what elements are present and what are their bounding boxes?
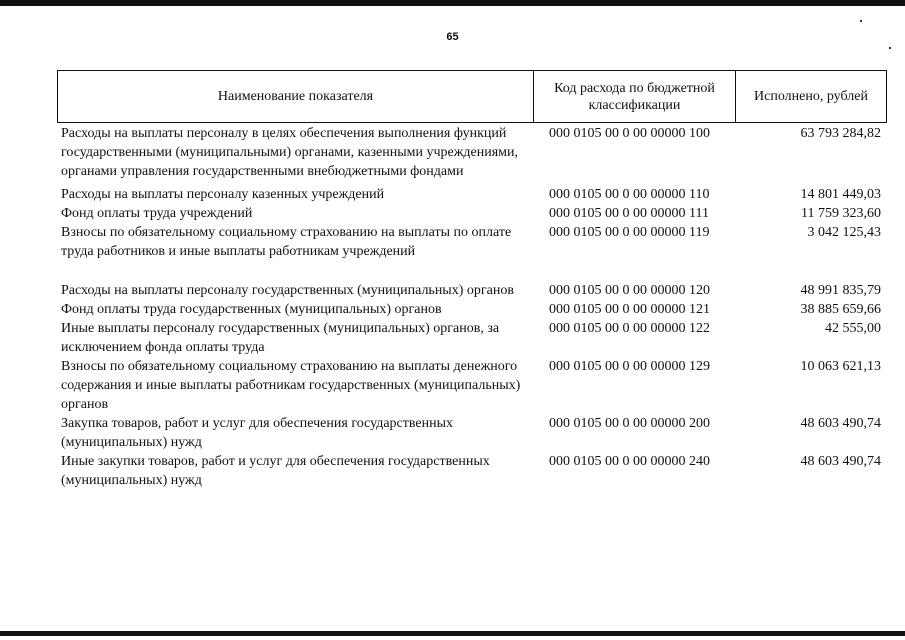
row-name: Взносы по обязательному социальному страхованию на выплаты денежного содержания и иные выплаты работникам государственных (муниципальных) органов — [61, 359, 521, 412]
table-body — [61, 124, 887, 490]
table-row — [61, 185, 887, 204]
row-name: Фонд оплаты труда государственных (муниципальных) органов — [61, 302, 442, 317]
table-row — [61, 204, 887, 223]
row-code: 000 0105 00 0 00 00000 240 — [549, 454, 710, 469]
row-code: 000 0105 00 0 00 00000 122 — [549, 321, 710, 336]
row-value: 38 885 659,66 — [800, 302, 881, 317]
row-name: Иные закупки товаров, работ и услуг для обеспечения государственных (муниципальных) нужд — [61, 454, 490, 488]
row-value: 48 991 835,79 — [800, 283, 881, 298]
table-row — [61, 124, 887, 181]
row-code: 000 0105 00 0 00 00000 100 — [549, 126, 710, 141]
row-name: Взносы по обязательному социальному страхованию на выплаты по оплате труда работников и иные выплаты работникам учреждений — [61, 225, 512, 259]
table-row — [61, 281, 887, 300]
row-value: 42 555,00 — [825, 321, 881, 336]
top-border-line — [0, 0, 905, 6]
table-row — [61, 223, 887, 261]
row-code: 000 0105 00 0 00 00000 110 — [549, 187, 710, 202]
row-code: 000 0105 00 0 00 00000 200 — [549, 416, 710, 431]
table-header — [57, 70, 887, 123]
row-value: 48 603 490,74 — [800, 454, 881, 469]
row-code: 000 0105 00 0 00 00000 119 — [549, 225, 710, 240]
row-code: 000 0105 00 0 00 00000 111 — [549, 206, 709, 221]
row-value: 11 759 323,60 — [801, 206, 881, 221]
header-executed: Исполнено, рублей — [754, 89, 868, 104]
row-value: 10 063 621,13 — [800, 359, 881, 374]
row-name: Закупка товаров, работ и услуг для обеспечения государственных (муниципальных) нужд — [61, 416, 454, 450]
row-value: 3 042 125,43 — [807, 225, 881, 240]
row-value: 48 603 490,74 — [800, 416, 881, 431]
row-name: Расходы на выплаты персоналу казенных учреждений — [61, 187, 385, 202]
table-row — [61, 319, 887, 357]
table-row — [61, 357, 887, 414]
header-code: Код расхода по бюджетной классификации — [534, 71, 736, 122]
row-name: Фонд оплаты труда учреждений — [61, 206, 253, 221]
header-name: Наименование показателя — [58, 71, 534, 122]
table-row — [61, 452, 887, 490]
row-code: 000 0105 00 0 00 00000 120 — [549, 283, 710, 298]
row-code: 000 0105 00 0 00 00000 129 — [549, 359, 710, 374]
bottom-border-line — [0, 631, 905, 636]
scan-speck — [860, 20, 862, 22]
row-name: Расходы на выплаты персоналу в целях обеспечения выполнения функций государственными (муниципальными) органами, казенными учреждениями, органами управления государственными внебюджетными фондами — [61, 126, 518, 179]
table-row — [61, 300, 887, 319]
row-name: Иные выплаты персоналу государственных (муниципальных) органов, за исключением фонда оплаты труда — [61, 321, 500, 355]
row-value: 14 801 449,03 — [800, 187, 881, 202]
row-code: 000 0105 00 0 00 00000 121 — [549, 302, 710, 317]
row-value: 63 793 284,82 — [800, 126, 881, 141]
row-name: Расходы на выплаты персоналу государственных (муниципальных) органов — [61, 283, 514, 298]
table-row — [61, 414, 887, 452]
scan-speck — [889, 47, 891, 49]
page-number: 65 — [446, 31, 459, 43]
